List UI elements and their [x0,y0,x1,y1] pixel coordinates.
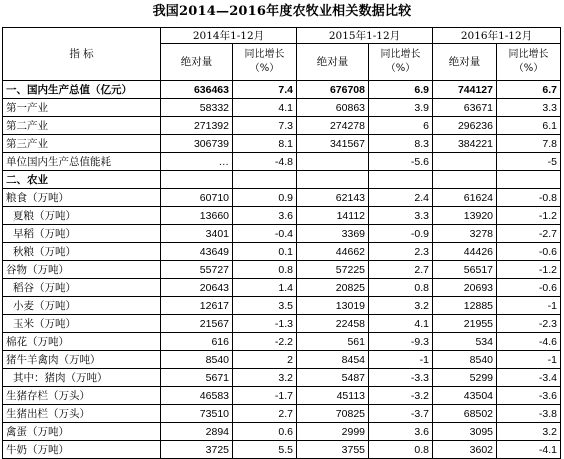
table-cell: 0.1 [233,243,297,261]
table-cell [297,171,369,189]
table-cell: 2894 [161,423,233,441]
table-cell: 4.1 [233,99,297,117]
row-label: 第一产业 [3,99,161,117]
growth-header-label: 同比增长 [508,49,549,60]
table-cell: 676708 [297,81,369,99]
table-cell: 296236 [433,117,497,135]
table-cell: -2.7 [497,225,561,243]
table-cell: 21955 [433,315,497,333]
table-cell: -9.3 [369,333,433,351]
table-cell: 46583 [161,387,233,405]
absolute-header: 绝对量 [161,44,233,81]
table-cell: 62143 [297,189,369,207]
table-cell: 2.4 [369,189,433,207]
table-cell: 3.6 [233,207,297,225]
table-cell: -1 [497,351,561,369]
table-cell: 3755 [297,441,369,459]
table-cell: -0.6 [497,243,561,261]
row-label: 小麦（万吨） [3,297,161,315]
table-cell: 13920 [433,207,497,225]
table-row [3,153,561,171]
table-cell: 341567 [297,135,369,153]
table-cell: 8.1 [233,135,297,153]
table-cell [161,171,233,189]
table-cell: 3.5 [233,297,297,315]
table-cell: 60863 [297,99,369,117]
table-cell: -5 [497,153,561,171]
table-body [3,81,561,459]
table-cell: 3.6 [369,423,433,441]
table-cell: -0.6 [497,279,561,297]
table-cell: -2.2 [233,333,297,351]
section-row-agriculture [3,171,561,189]
table-cell: 3602 [433,441,497,459]
table-row [3,351,561,369]
table-cell: -0.8 [497,189,561,207]
table-cell: 20643 [161,279,233,297]
absolute-header: 绝对量 [297,44,369,81]
table-cell: 60710 [161,189,233,207]
table-cell: 56517 [433,261,497,279]
table-cell: 55727 [161,261,233,279]
table-cell: -4.8 [233,153,297,171]
table-row [3,261,561,279]
table-cell: 44662 [297,243,369,261]
table-cell: -1 [369,351,433,369]
table-cell: 3369 [297,225,369,243]
table-cell: 534 [433,333,497,351]
row-label: 秋粮（万吨） [3,243,161,261]
table-cell: -1 [497,297,561,315]
table-cell: 384221 [433,135,497,153]
table-cell: -3.8 [497,405,561,423]
header-row-periods [3,28,561,44]
table-cell [369,171,433,189]
table-cell: 7.4 [233,81,297,99]
table-cell: 5487 [297,369,369,387]
table-cell: 13660 [161,207,233,225]
table-cell: -3.7 [369,405,433,423]
table-cell: 0.8 [233,261,297,279]
table-row [3,189,561,207]
table-row [3,441,561,459]
table-cell: 61624 [433,189,497,207]
table-cell: 5.5 [233,441,297,459]
table-cell: 7.3 [233,117,297,135]
table-cell: -1.2 [497,207,561,225]
table-cell: 68502 [433,405,497,423]
table-cell: 561 [297,333,369,351]
period-header-2016: 2016年1-12月 [433,28,561,44]
period-header-2015: 2015年1-12月 [297,28,433,44]
table-cell: 8.3 [369,135,433,153]
page-title: 我国2014—2016年度农牧业相关数据比较 [152,4,412,19]
table-cell: -4.6 [497,333,561,351]
section-label: 二、农业 [3,171,161,189]
table-cell: 21567 [161,315,233,333]
row-label: 生猪出栏（万头） [3,405,161,423]
table-cell: 43649 [161,243,233,261]
row-label: 玉米（万吨） [3,315,161,333]
table-row [3,225,561,243]
table-cell: 306739 [161,135,233,153]
table-row [3,297,561,315]
table-cell: 63671 [433,99,497,117]
table-cell: 2.3 [369,243,433,261]
table-cell: 5299 [433,369,497,387]
table-cell: 0.9 [233,189,297,207]
table-cell: -1.7 [233,387,297,405]
row-label: 牛奶（万吨） [3,441,161,459]
table-cell: 43504 [433,387,497,405]
table-cell: -3.3 [369,369,433,387]
table-cell [233,171,297,189]
table-cell: -3.2 [369,387,433,405]
section-row-gdp [3,81,561,99]
table-cell: 4.1 [369,315,433,333]
table-cell: 744127 [433,81,497,99]
table-cell: 45113 [297,387,369,405]
growth-header [369,44,433,81]
table-cell: 6 [369,117,433,135]
table-cell: 0.8 [369,279,433,297]
growth-header-unit: （%） [385,63,416,74]
table-cell [433,171,497,189]
table-row [3,423,561,441]
table-cell: 22458 [297,315,369,333]
table-cell: 3095 [433,423,497,441]
table-cell: 7.8 [497,135,561,153]
growth-header-unit: （%） [249,63,280,74]
table-cell: 271392 [161,117,233,135]
table-cell: 0.8 [369,441,433,459]
table-cell: 5671 [161,369,233,387]
table-cell: 274278 [297,117,369,135]
table-cell: 3.2 [369,297,433,315]
growth-header [233,44,297,81]
indicator-header: 指 标 [3,28,161,81]
row-label: 夏粮（万吨） [3,207,161,225]
table-cell: -5.6 [369,153,433,171]
absolute-header: 绝对量 [433,44,497,81]
table-cell: 3725 [161,441,233,459]
table-row [3,117,561,135]
row-label: 棉花（万吨） [3,333,161,351]
table-row [3,369,561,387]
table-cell: 3.2 [233,369,297,387]
growth-header [497,44,561,81]
table-cell: 2 [233,351,297,369]
table-cell: -1.3 [233,315,297,333]
table-cell: -3.4 [497,369,561,387]
row-label: 猪牛羊禽肉（万吨） [3,351,161,369]
table-cell: 44426 [433,243,497,261]
table-row [3,333,561,351]
table-cell: 2999 [297,423,369,441]
table-cell: 6.9 [369,81,433,99]
table-cell: 616 [161,333,233,351]
table-row [3,99,561,117]
table-cell: -3.6 [497,387,561,405]
growth-header-label: 同比增长 [380,49,421,60]
table-cell: 58332 [161,99,233,117]
table-cell: 70825 [297,405,369,423]
row-label: 单位国内生产总值能耗 [3,153,161,171]
table-cell: 13019 [297,297,369,315]
row-label: 生猪存栏（万头） [3,387,161,405]
table-cell: 1.4 [233,279,297,297]
table-cell: 20825 [297,279,369,297]
table-cell: 12617 [161,297,233,315]
growth-header-unit: （%） [513,63,544,74]
row-label: 第二产业 [3,117,161,135]
row-label: 其中：猪肉（万吨） [3,369,161,387]
table-cell: … [161,153,233,171]
row-label: 第三产业 [3,135,161,153]
table-cell: -2.3 [497,315,561,333]
table-cell: 3401 [161,225,233,243]
table-cell: 12885 [433,297,497,315]
table-cell: 636463 [161,81,233,99]
table-cell: 6.7 [497,81,561,99]
table-row [3,315,561,333]
table-cell: 2.7 [369,261,433,279]
table-row [3,387,561,405]
table-cell [433,153,497,171]
period-header-2014: 2014年1-12月 [161,28,297,44]
table-cell: 73510 [161,405,233,423]
table-row [3,135,561,153]
table-row [3,207,561,225]
table-cell: 2.7 [233,405,297,423]
table-cell: 20693 [433,279,497,297]
table-cell: -0.9 [369,225,433,243]
table-cell: 3.2 [497,423,561,441]
comparison-table [2,27,561,459]
table-cell: 3.3 [497,99,561,117]
growth-header-label: 同比增长 [244,49,285,60]
table-cell: 14112 [297,207,369,225]
table-cell: -1.2 [497,261,561,279]
table-cell: -4.1 [497,441,561,459]
row-label: 早稻（万吨） [3,225,161,243]
table-cell: 3.3 [369,207,433,225]
row-label: 粮食（万吨） [3,189,161,207]
table-cell [297,153,369,171]
row-label: 稻谷（万吨） [3,279,161,297]
row-label: 谷物（万吨） [3,261,161,279]
table-cell: -0.4 [233,225,297,243]
table-cell: 0.6 [233,423,297,441]
row-label: 禽蛋（万吨） [3,423,161,441]
table-row [3,279,561,297]
table-cell: 3278 [433,225,497,243]
table-cell [497,171,561,189]
table-cell: 3.9 [369,99,433,117]
table-row [3,243,561,261]
table-cell: 57225 [297,261,369,279]
table-row [3,405,561,423]
section-label: 一、国内生产总值（亿元） [3,81,161,99]
table-cell: 8540 [161,351,233,369]
table-cell: 8454 [297,351,369,369]
table-cell: 8540 [433,351,497,369]
table-cell: 6.1 [497,117,561,135]
